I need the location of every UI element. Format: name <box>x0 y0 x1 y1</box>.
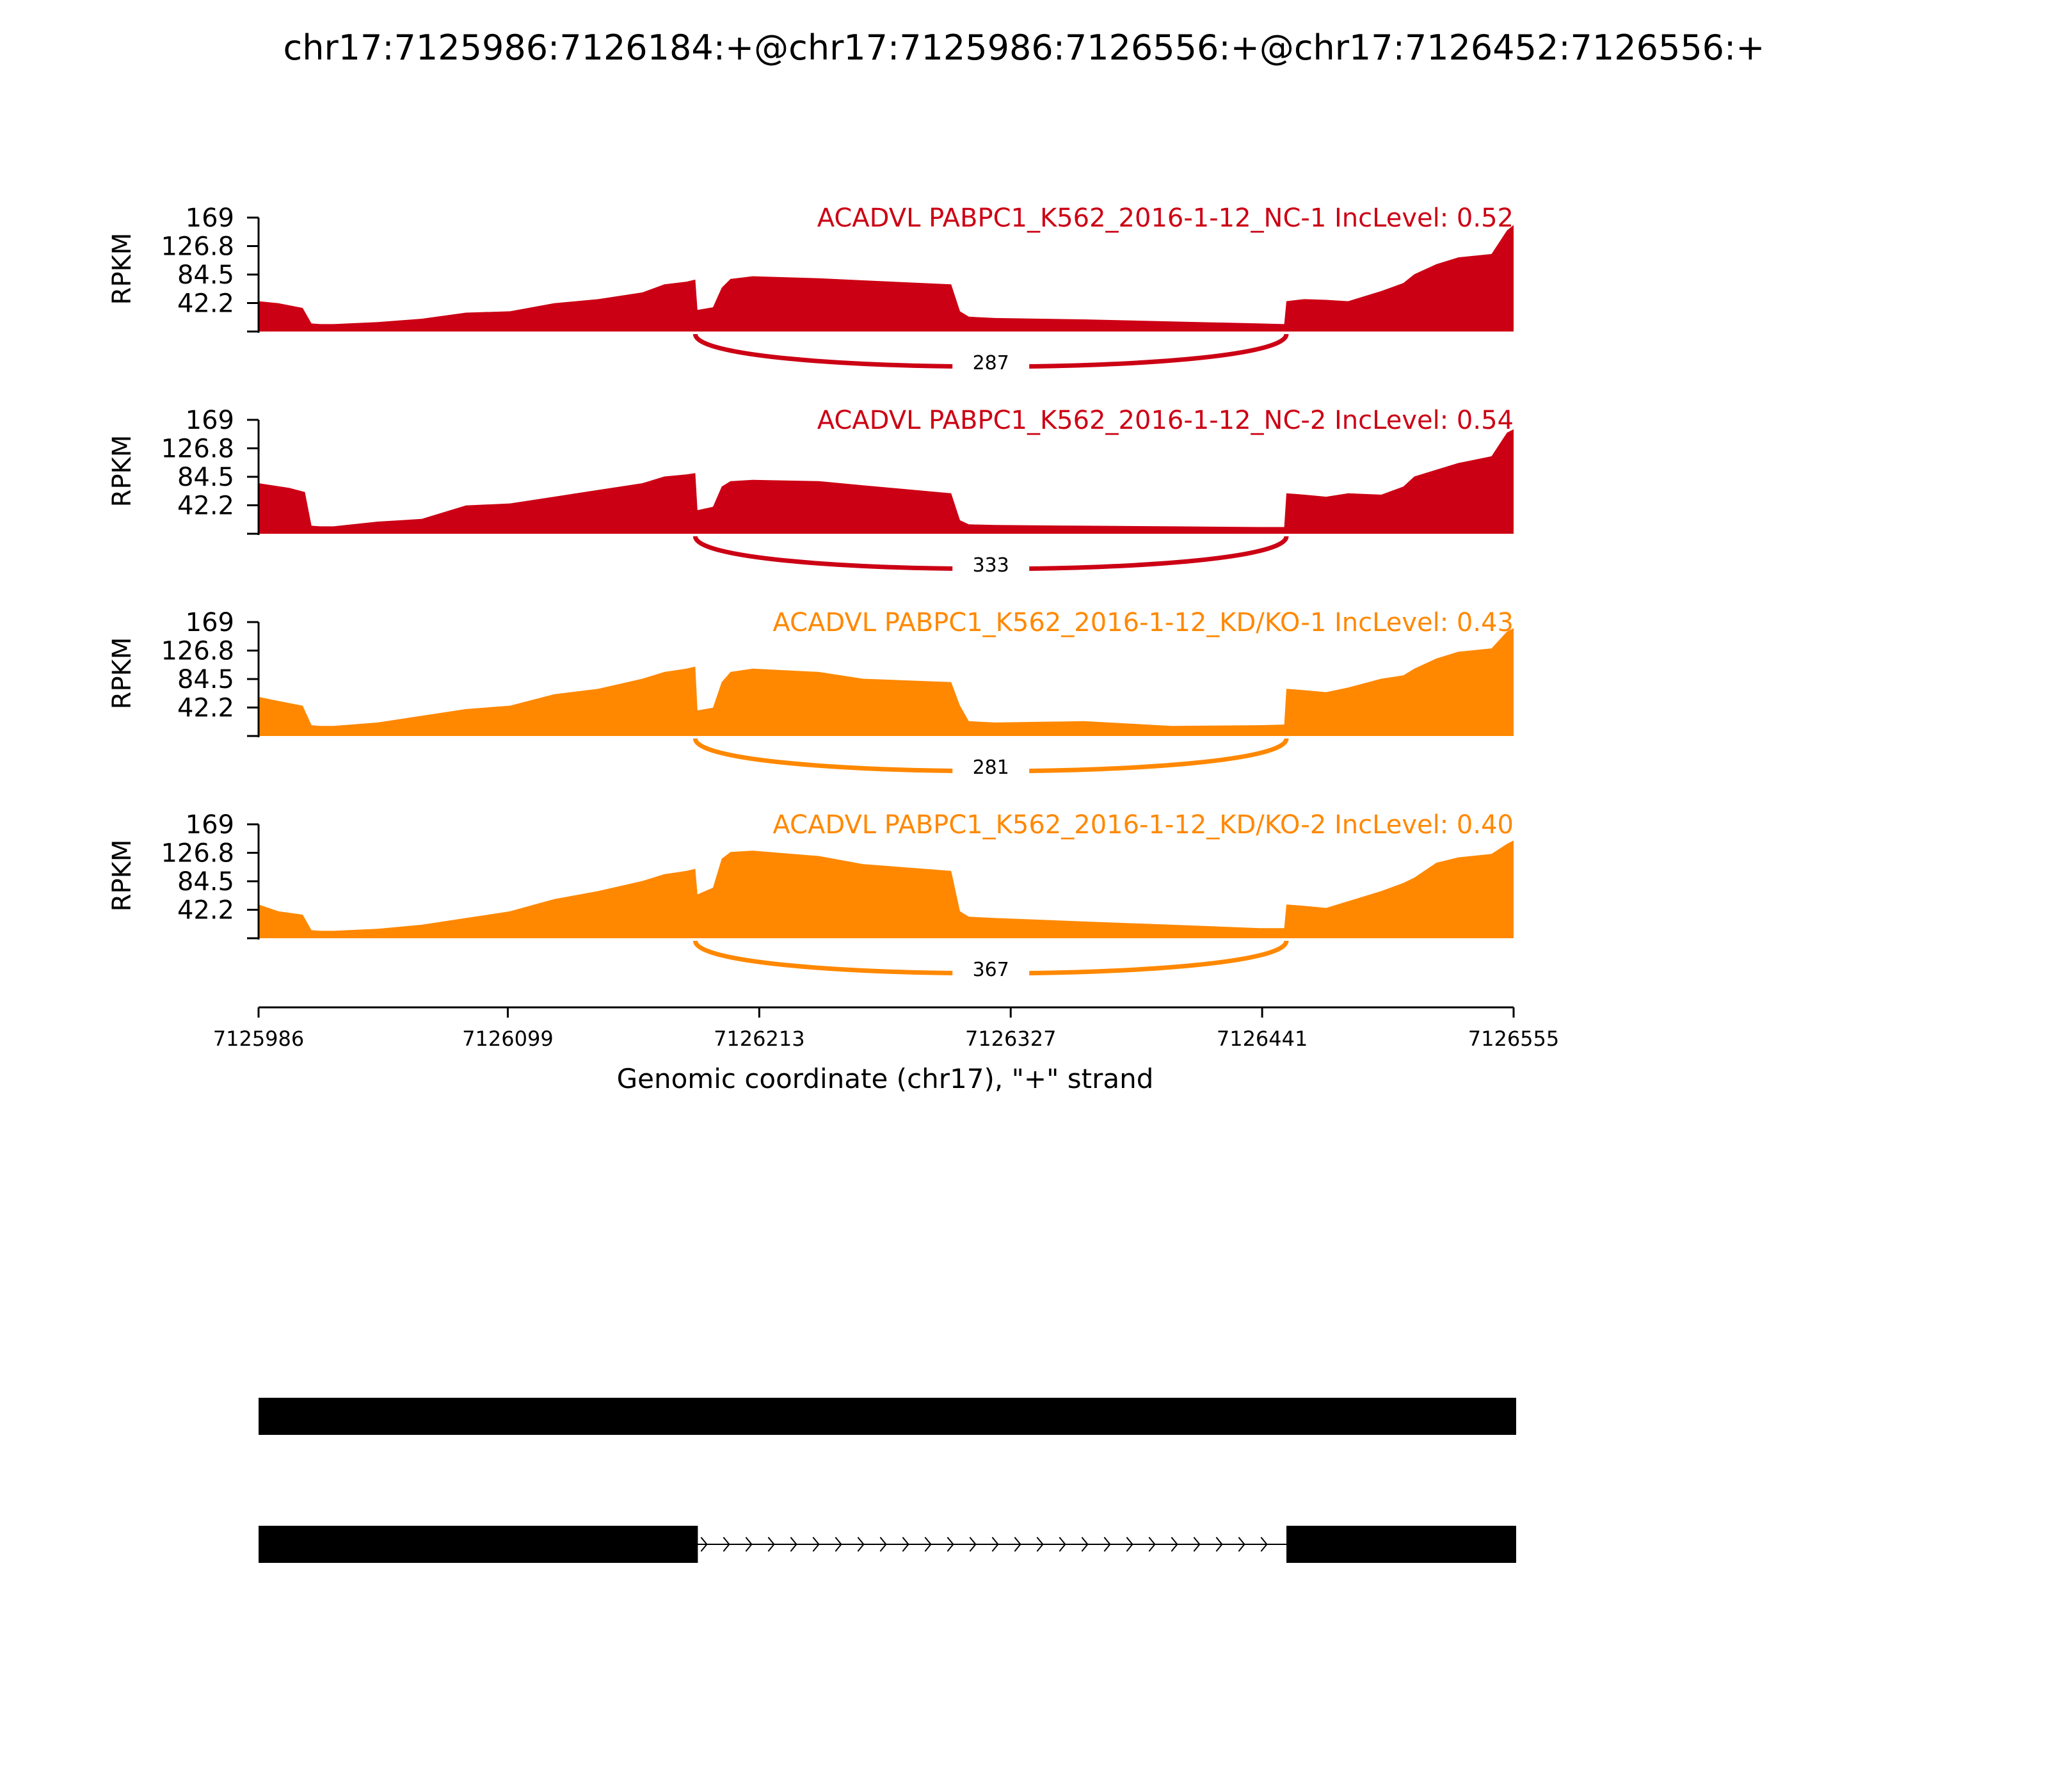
y-tick-label: 169 <box>185 204 234 233</box>
y-tick-label: 126.8 <box>161 636 234 666</box>
coverage-area <box>259 429 1514 534</box>
exon <box>1286 1526 1516 1563</box>
y-tick-label: 84.5 <box>177 463 234 492</box>
chart-title: chr17:7125986:7126184:+@chr17:7125986:7126556:+@chr17:7126452:7126556:+ <box>283 28 1765 68</box>
sample-label: ACADVL PABPC1_K562_2016-1-12_KD/KO-1 IncLevel: 0.43 <box>772 608 1514 637</box>
coverage-area <box>259 840 1514 938</box>
exon <box>259 1398 1516 1435</box>
sample-panels <box>108 204 1514 982</box>
coverage-area <box>259 628 1514 737</box>
y-axis-label: RPKM <box>108 637 137 710</box>
y-tick-label: 169 <box>185 810 234 840</box>
y-axis-label: RPKM <box>108 839 137 912</box>
sample-label: ACADVL PABPC1_K562_2016-1-12_KD/KO-2 IncLevel: 0.40 <box>772 810 1514 840</box>
y-axis-label: RPKM <box>108 232 137 305</box>
coverage-area <box>259 225 1514 332</box>
y-tick-label: 169 <box>185 406 234 435</box>
x-tick-label: 7126555 <box>1468 1027 1560 1051</box>
y-tick-label: 42.2 <box>177 895 234 925</box>
y-tick-label: 42.2 <box>177 693 234 723</box>
isoform-track <box>259 1526 1516 1563</box>
x-tick-label: 7126213 <box>714 1027 805 1051</box>
junction-count: 333 <box>972 554 1009 577</box>
y-tick-label: 84.5 <box>177 260 234 290</box>
x-tick-label: 7125986 <box>212 1027 305 1051</box>
x-axis <box>213 1007 1560 1051</box>
y-tick-label: 126.8 <box>161 838 234 868</box>
x-tick-label: 7126099 <box>462 1027 554 1051</box>
y-axis-label: RPKM <box>108 435 137 508</box>
junction-count: 281 <box>972 756 1009 779</box>
sample-panel <box>108 810 1514 982</box>
x-tick-label: 7126327 <box>964 1027 1057 1051</box>
y-tick-label: 126.8 <box>161 232 234 262</box>
gene-models <box>259 1398 1516 1563</box>
y-tick-label: 84.5 <box>177 665 234 694</box>
x-axis-label: Genomic coordinate (chr17), "+" strand <box>616 1063 1154 1094</box>
junction-count: 367 <box>972 959 1009 981</box>
y-tick-label: 42.2 <box>177 491 234 521</box>
x-tick-label: 7126441 <box>1216 1027 1308 1051</box>
y-tick-label: 84.5 <box>177 867 234 897</box>
y-tick-label: 126.8 <box>161 434 234 464</box>
y-tick-label: 169 <box>185 608 234 637</box>
sample-label: ACADVL PABPC1_K562_2016-1-12_NC-1 IncLevel: 0.52 <box>817 204 1514 233</box>
junction-count: 287 <box>972 352 1009 374</box>
y-tick-label: 42.2 <box>177 289 234 319</box>
sample-panel <box>108 204 1514 375</box>
exon <box>259 1526 698 1563</box>
sample-label: ACADVL PABPC1_K562_2016-1-12_NC-2 IncLevel: 0.54 <box>817 406 1514 435</box>
sample-panel <box>108 608 1514 780</box>
sample-panel <box>108 406 1514 577</box>
isoform-track <box>259 1398 1516 1435</box>
